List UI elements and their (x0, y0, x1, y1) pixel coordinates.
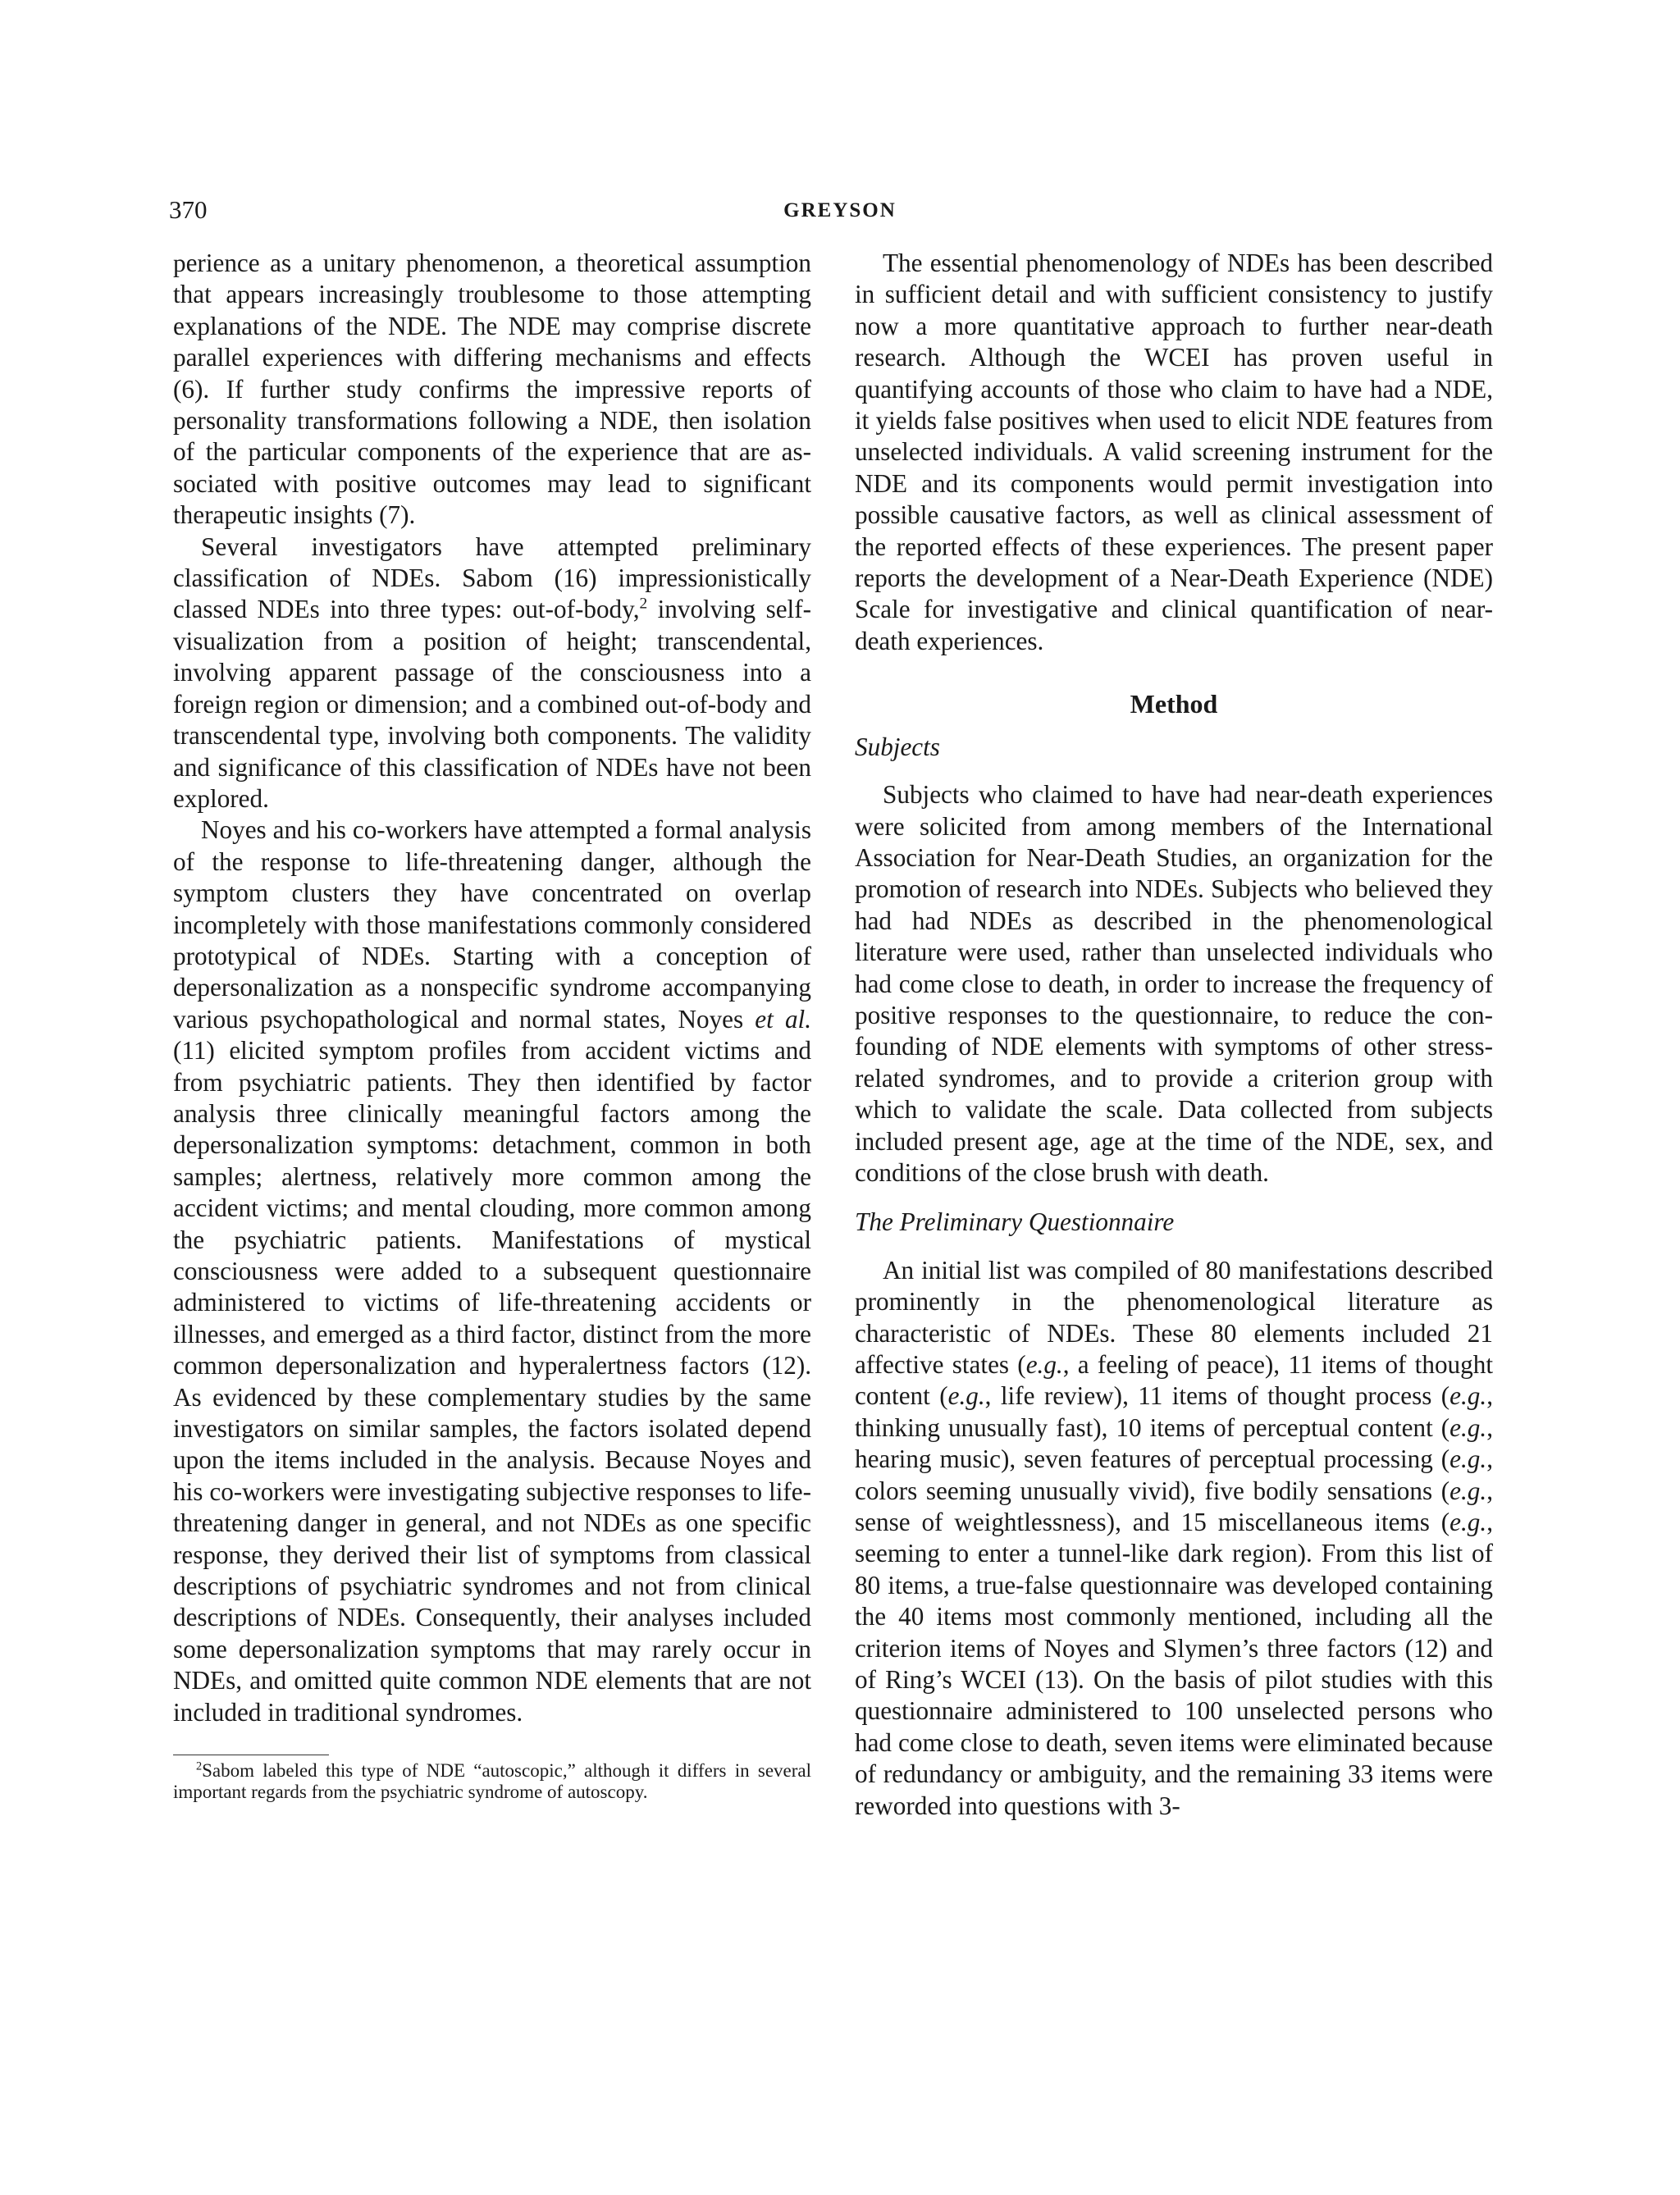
text-run: , life review), 11 items of thought process ( (984, 1381, 1450, 1411)
text-run: , sense of weightlessness), and 15 miscellaneous items ( (855, 1476, 1493, 1537)
text-run: , colors seeming unusually vivid), five bodily sensations ( (855, 1444, 1493, 1505)
subsection-heading: Subjects (855, 732, 940, 761)
paragraph (173, 532, 811, 815)
section-heading: Method (1130, 689, 1218, 719)
text-run: (11) elicited symptom profiles from accident victims and from psychiatric patients. They then identified by factor analysis three clinically meaningful factors among the depersonalization symptoms: detachment, common in both samples; alertness, relatively more common among the accident victims; and mental clouding, more common among the psychiatric patients. Manifestations of mystical consciousness were added to a subsequent questionnaire administered to victims of life-threatening accidents or illnesses, and emerged as a third factor, distinct from the more common depersonalization and hyperalertness factors (12). As evidenced by these complementary studies by the same investigators on similar samples, the factors isolated depend upon the items included in the analysis. Because Noyes and his co-workers were investigating subjective responses to life-threatening danger in general, and not NDEs as one specific response, they derived their list of symptoms from classical descriptions of psychiatric syndromes and not from clinical descriptions of NDEs. Consequently, their analyses included some depersonalization symptoms that may rarely occur in NDEs, and omitted quite common NDE elements that are not included in traditional syndromes. (173, 1036, 811, 1727)
paragraph: perience as a unitary phenomenon, a theoretical assumption that appears increasingly troublesome to those attempting explanations of the NDE. The NDE may comprise discrete parallel experiences with differing mechanisms and effects (6). If further study confirms the impressive reports of personality transformations following a NDE, then isolation of the particular components of the experience that are associated with positive outcomes may lead to significant therapeutic insights (7). (173, 249, 811, 530)
italic-run: et al. (755, 1004, 811, 1034)
text-run: , thinking unusually fast), 10 items of perceptual content ( (855, 1381, 1493, 1442)
italic-run: e.g. (947, 1381, 985, 1411)
page-number: 370 (169, 195, 208, 224)
right-column (855, 248, 1493, 1822)
text-run: , a feeling of peace), 11 items of thought content ( (855, 1350, 1493, 1411)
footnote-mark: 2 (196, 1759, 203, 1773)
subsection-heading: The Preliminary Questionnaire (855, 1207, 1175, 1237)
italic-run: e.g. (1449, 1412, 1487, 1442)
italic-run: e.g. (1449, 1476, 1487, 1505)
italic-run: e.g. (1449, 1381, 1487, 1411)
text-run: Several investigators have attempted preliminary classification of NDEs. Sabom (16) impressionistically classed NDEs into three types: out-of-body, (173, 532, 811, 624)
italic-run: e.g. (1025, 1350, 1063, 1379)
text-run: , seeming to enter a tunnel-like dark region). From this list of 80 items, a true-false questionnaire was developed containing the 40 items most commonly mentioned, including all the criterion items of Noyes and Slymen’s three factors (12) and of Ring’s WCEI (13). On the basis of pilot studies with this questionnaire administered to 100 unselected persons who had come close to death, seven items were eliminated because of redundancy or ambiguity, and the remaining 33 items were reworded into questions with 3- (855, 1508, 1493, 1820)
running-head: GREYSON (783, 199, 897, 221)
paragraph (855, 1255, 1493, 1822)
paragraph: Subjects who claimed to have had near-death experiences were solicited from among members of the International Association for Near-Death Studies, an organization for the promotion of research into NDEs. Subjects who believed they had had NDEs as described in the phenomenological literature were used, rather than unselected individuals who had come close to death, in order to increase the frequency of positive responses to the questionnaire, to reduce the confounding of NDE elements with symptoms of other stress-related syndromes, and to provide a criterion group with which to validate the scale. Data collected from subjects included present age, age at the time of the NDE, sex, and conditions of the close brush with death. (855, 780, 1493, 1187)
paragraph: The essential phenomenology of NDEs has been described in sufficient detail and with sufficient consistency to justify now a more quantitative approach to further near-death research. Although the WCEI has proven useful in quantifying accounts of those who claim to have had a NDE, it yields false positives when used to elicit NDE features from unselected individuals. A valid screening instrument for the NDE and its components would permit investigation into possible causative factors, as well as clinical assessment of the reported effects of these experiences. The present paper reports the development of a Near-Death Experience (NDE) Scale for investigative and clinical quantification of near-death experiences. (855, 249, 1493, 655)
paragraph (173, 815, 811, 1728)
italic-run: e.g. (1449, 1444, 1487, 1474)
text-run: involving self-visualization from a position of height; transcendental, involving apparent passage of the consciousness into a foreign region or dimension; and a combined out-of-body and transcendental type, involving both components. The validity and significance of this classification of NDEs have not been explored. (173, 595, 811, 813)
footnote-text: Sabom labeled this type of NDE “autoscopic,” although it differs in several important regards from the psychiatric syndrome of autoscopy. (173, 1760, 811, 1803)
left-column (173, 248, 811, 1803)
text-run: Noyes and his co-workers have attempted a formal analysis of the response to life-threatening danger, although the symptom clusters they have concentrated on overlap incompletely with those manifestations commonly considered prototypical of NDEs. Starting with a conception of depersonalization as a nonspecific syndrome accompanying various psychopathological and normal states, Noyes (173, 815, 811, 1034)
footnote-ref: 2 (639, 596, 648, 614)
italic-run: e.g. (1449, 1508, 1487, 1537)
text-run: An initial list was compiled of 80 manifestations described prominently in the phenomenological literature as characteristic of NDEs. These 80 elements included 21 affective states ( (855, 1255, 1493, 1379)
text-run: , hearing music), seven features of perceptual processing ( (855, 1412, 1493, 1474)
footnote (173, 1760, 811, 1803)
